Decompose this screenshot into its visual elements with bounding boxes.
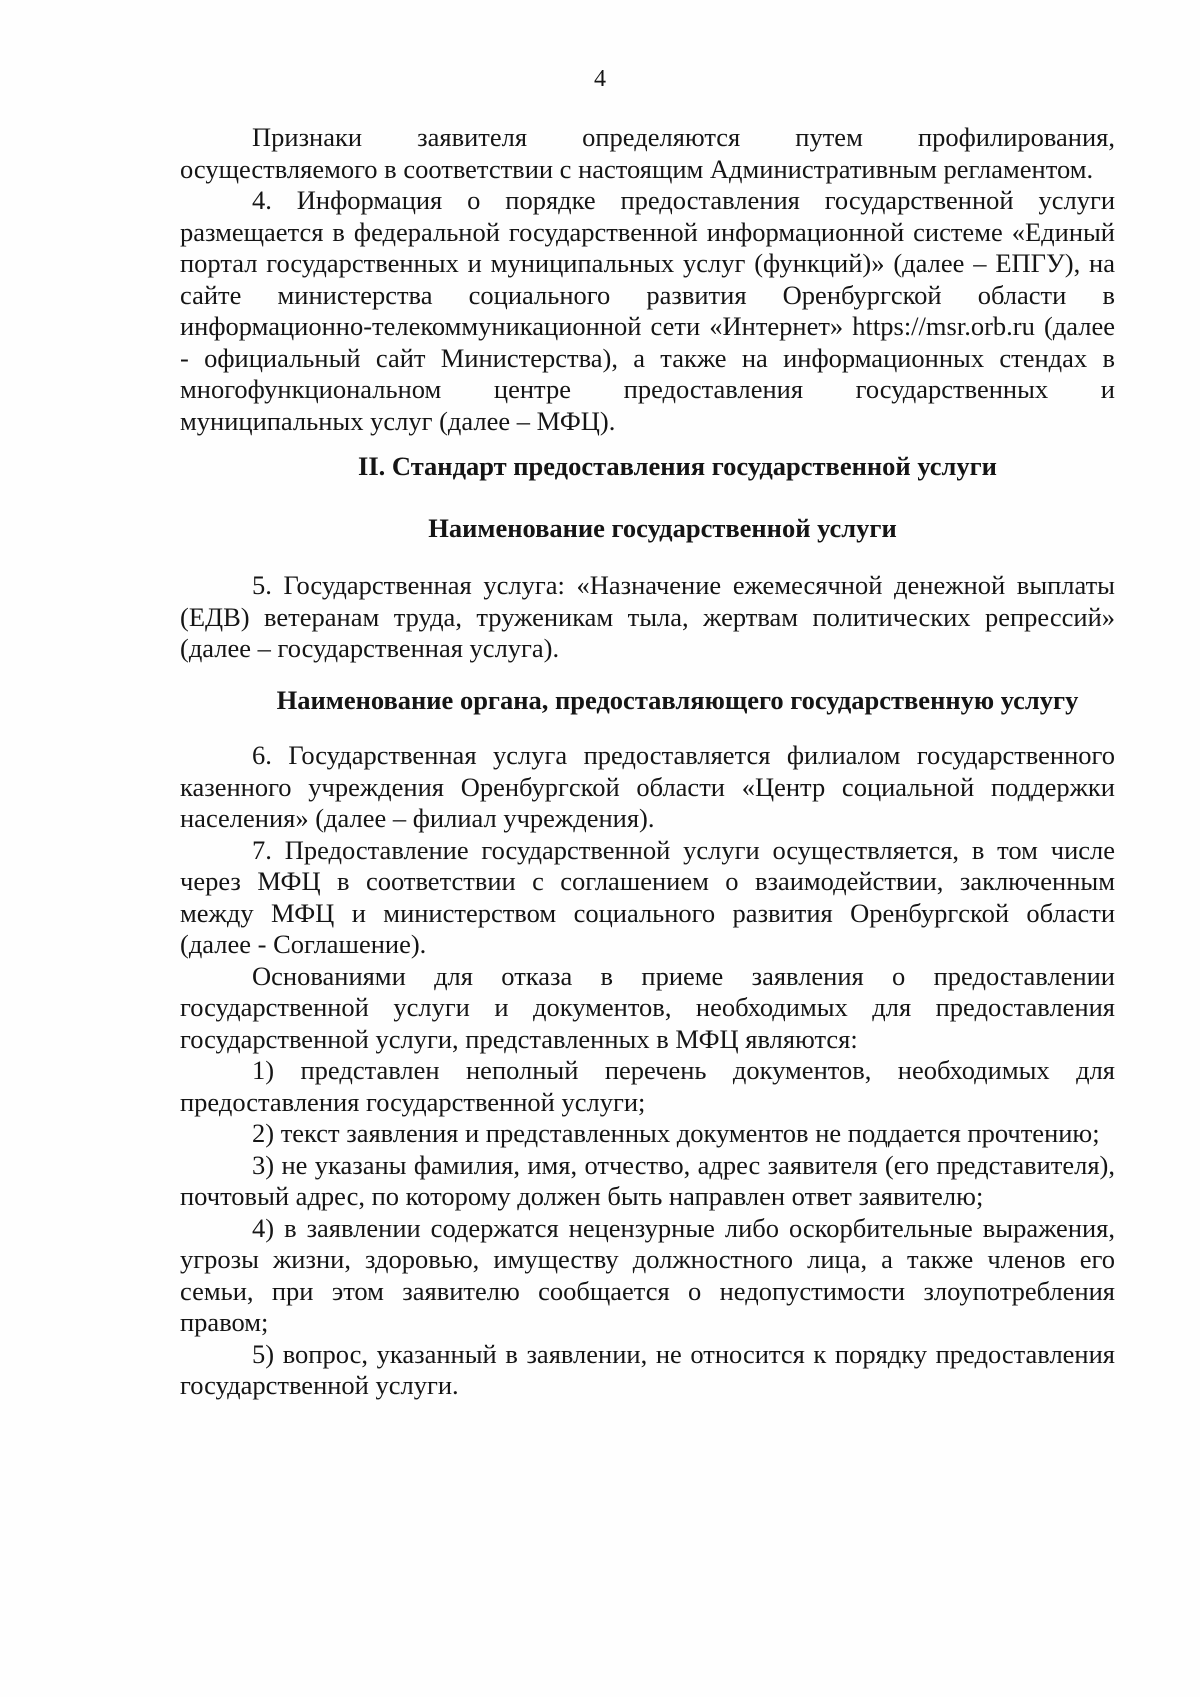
paragraph-refusal-grounds: Основаниями для отказа в приеме заявления о предоставлении государственной услуги и документов, необходимых для предоставления государственной услуги, представленных в МФЦ являются: [180,960,1115,1054]
paragraph-5-service: 5. Государственная услуга: «Назначение ежемесячной денежной выплаты (ЕДВ) ветеранам труда, труженикам тыла, жертвам политических репрессий» (далее – государственная услуга). [180,570,1115,663]
subheading-providing-body: Наименование органа, предоставляющего государственную услугу [276,684,1079,715]
paragraph-4-information: 4. Информация о порядке предоставления государственной услуги размещается в федеральной государственной информационной системе «Единый портал государственных и муниципальных услуг (функций)» (далее – ЕПГУ), на сайте министерства социального развития Оренбургской области в информационно-телекоммуникационной сети «Интернет» https://msr.orb.ru (далее - официальный сайт Министерства), а также на информационных стендах в многофункциональном центре предоставления государственных и муниципальных услуг (далее – МФЦ). [180,185,1115,436]
list-item-3: 3) не указаны фамилия, имя, отчество, адрес заявителя (его представителя), почтовый адрес, по которому должен быть направлен ответ заявителю; [180,1149,1115,1211]
document-body [180,122,1115,1402]
list-item-1: 1) представлен неполный перечень документов, необходимых для предоставления государственной услуги; [180,1055,1115,1117]
list-item-2: 2) текст заявления и представленных документов не поддается прочтению; [252,1118,1100,1148]
paragraph-7-mfc: 7. Предоставление государственной услуги осуществляется, в том числе через МФЦ в соответствии с соглашением о взаимодействии, заключенным между МФЦ и министерством социального развития Оренбургской области (далее - Соглашение). [180,834,1115,959]
subheading-service-name: Наименование государственной услуги [428,512,897,543]
paragraph-6-provider: 6. Государственная услуга предоставляется филиалом государственного казенного учреждения Оренбургской области «Центр социальной поддержки населения» (далее – филиал учреждения). [180,740,1115,833]
paragraph-applicant-criteria: Признаки заявителя определяются путем профилирования, осуществляемого в соответствии с настоящим Административным регламентом. [180,122,1115,184]
list-item-5: 5) вопрос, указанный в заявлении, не относится к порядку предоставления государственной услуги. [180,1338,1115,1400]
section-heading: II. Стандарт предоставления государственной услуги [358,451,997,481]
page-number: 4 [594,66,606,92]
list-item-4: 4) в заявлении содержатся нецензурные либо оскорбительные выражения, угрозы жизни, здоровью, имуществу должностного лица, а также членов его семьи, при этом заявителю сообщается о недопустимости злоупотребления правом; [180,1212,1115,1337]
